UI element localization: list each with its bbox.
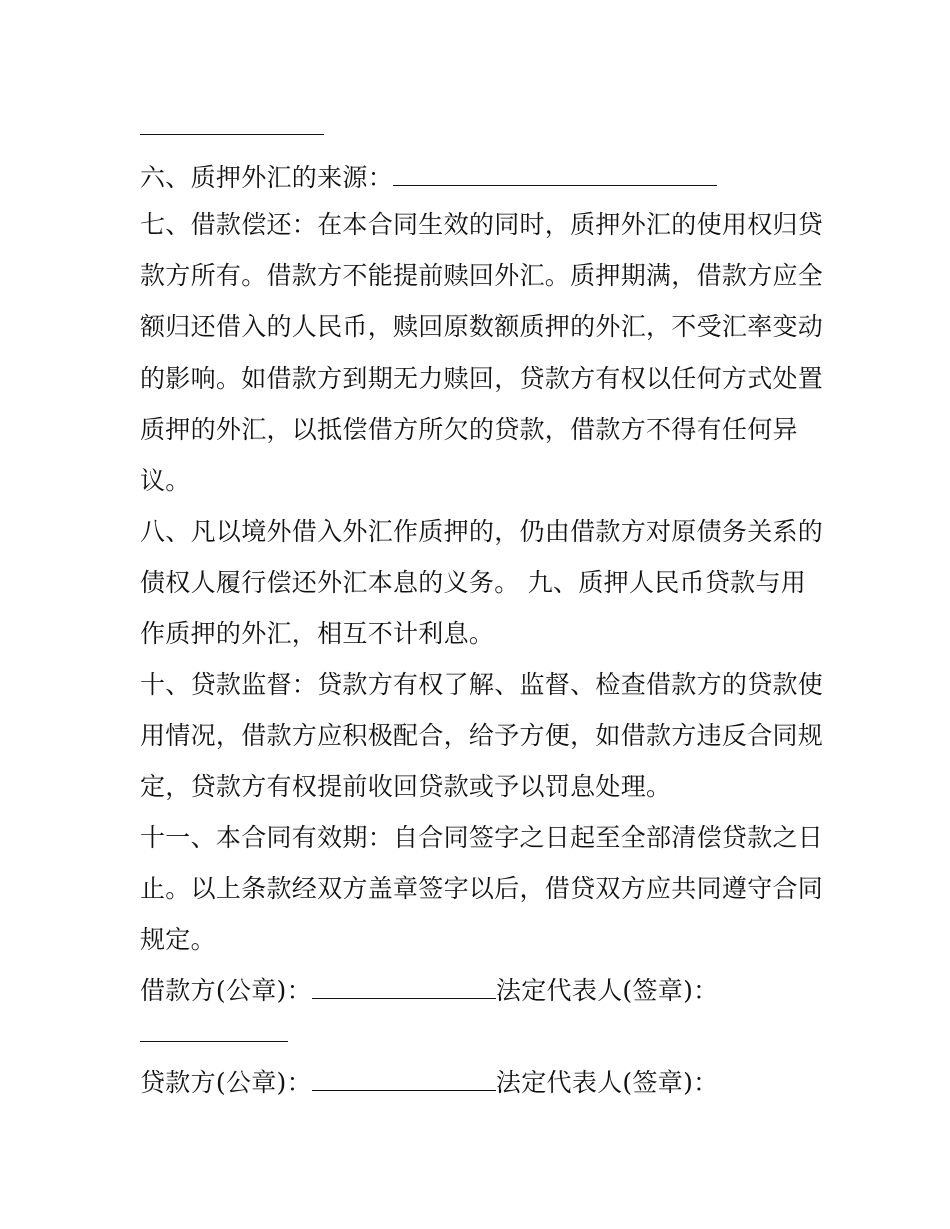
lender-rep-label: 法定代表人(签章)： <box>495 1068 719 1097</box>
borrower-seal-field <box>312 976 496 999</box>
borrower-seal-label: 借款方(公章)： <box>140 976 312 1005</box>
blank-source-field <box>393 163 717 186</box>
lender-signature-line <box>140 1068 820 1098</box>
borrower-rep-label: 法定代表人(签章)： <box>495 976 719 1005</box>
text-line-12: 用情况，借款方应积极配合，给予方便，如借款方违反合同规 <box>140 721 824 750</box>
text-line-4: 额归还借入的人民币，赎回原数额质押的外汇，不受汇率变动 <box>140 312 824 341</box>
text-line-5: 的影响。如借款方到期无力赎回，贷款方有权以任何方式处置 <box>140 364 824 393</box>
text-line-9: 债权人履行偿还外汇本息的义务。 九、质押人民币贷款与用 <box>140 568 807 597</box>
text-line-15: 止。以上条款经双方盖章签字以后，借贷双方应共同遵守合同 <box>140 874 824 903</box>
text-line-14: 十一、本合同有效期：自合同签字之日起至全部清偿贷款之日 <box>140 823 824 852</box>
text-line-8: 八、凡以境外借入外汇作质押的，仍由借款方对原债务关系的 <box>140 517 824 546</box>
text-line-11: 十、贷款监督：贷款方有权了解、监督、检查借款方的贷款使 <box>140 670 824 699</box>
lender-seal-field <box>312 1068 496 1091</box>
blank-line-top <box>140 134 324 135</box>
text-line-3: 款方所有。借款方不能提前赎回外汇。质押期满，借款方应全 <box>140 261 824 290</box>
text-line-7: 议。 <box>140 466 191 495</box>
text-line-13: 定，贷款方有权提前收回贷款或予以罚息处理。 <box>140 772 672 801</box>
text-line-2: 七、借款偿还：在本合同生效的同时，质押外汇的使用权归贷 <box>140 210 824 239</box>
clause-6-text: 六、质押外汇的来源： <box>140 163 394 192</box>
borrower-signature-line <box>140 976 820 1006</box>
text-line-6: 质押的外汇，以抵偿借方所欠的贷款，借款方不得有任何异 <box>140 415 798 444</box>
borrower-rep-signature-blank <box>140 1041 288 1042</box>
lender-seal-label: 贷款方(公章)： <box>140 1068 312 1097</box>
text-line-10: 作质押的外汇，相互不计利息。 <box>140 619 495 648</box>
text-line-16: 规定。 <box>140 925 216 954</box>
clause-6-line <box>140 163 820 193</box>
